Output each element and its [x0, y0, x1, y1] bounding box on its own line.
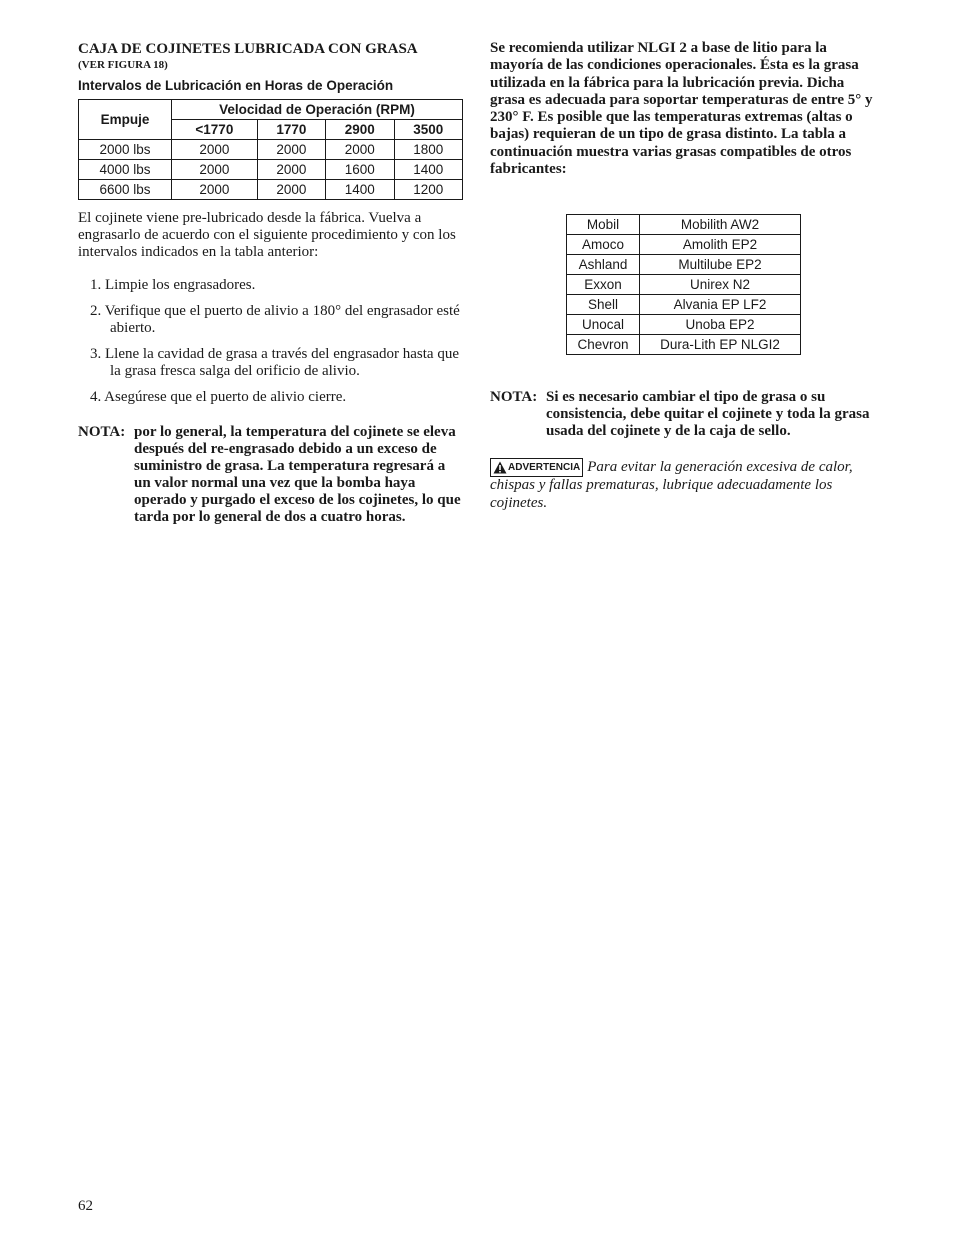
warning-triangle-icon — [493, 461, 507, 474]
table-row — [567, 335, 801, 355]
grease-product: Unirex N2 — [640, 275, 801, 295]
interval-table-title: Intervalos de Lubricación en Horas de Operación — [78, 78, 394, 93]
table-row — [567, 235, 801, 255]
table-row — [567, 275, 801, 295]
row-label: 4000 lbs — [79, 160, 172, 180]
grease-maker: Mobil — [567, 215, 640, 235]
procedure-steps — [78, 277, 463, 406]
grease-product: Multilube EP2 — [640, 255, 801, 275]
intro-paragraph: El cojinete viene pre-lubricado desde la fábrica. Vuelva a engrasarlo de acuerdo con el siguiente procedimiento y con los intervalos indicados en la tabla anterior: — [78, 210, 456, 260]
table-cell: 1600 — [326, 160, 394, 180]
grease-product: Dura-Lith EP NLGI2 — [640, 335, 801, 355]
grease-product: Amolith EP2 — [640, 235, 801, 255]
list-item: 2. Verifique que el puerto de alivio a 180° del engrasador esté abierto. — [90, 303, 460, 336]
note-text: Si es necesario cambiar el tipo de grasa o su consistencia, debe quitar el cojinete y toda la grasa usada del cojinete y de la caja de sello. — [546, 389, 870, 440]
note-label: NOTA: — [78, 424, 126, 440]
note-block — [78, 424, 463, 526]
list-item: 3. Llene la cavidad de grasa a través del engrasador hasta que la grasa fresca salga del orificio de alivio. — [90, 346, 459, 379]
column-header-rpm: <1770 — [172, 120, 258, 140]
table-cell: 1400 — [326, 180, 394, 200]
table-row — [567, 215, 801, 235]
note-label: NOTA: — [490, 389, 538, 406]
table-cell: 1200 — [394, 180, 463, 200]
grease-product: Mobilith AW2 — [640, 215, 801, 235]
column-header-rpm: 3500 — [394, 120, 463, 140]
grease-recommendation-paragraph: Se recomienda utilizar NLGI 2 a base de litio para la mayoría de las condiciones operacionales. Ésta es la grasa utilizada en la fábrica para la lubricación previa. Dicha grasa es adecuada para soportar temperaturas de entre 5° y 230° F. Es posible que las temperaturas extremas (altas o bajas) requieran de un tipo de grasa distinto. La tabla a continuación muestra varias grasas compatibles de otros fabricantes: — [490, 40, 873, 178]
table-cell: 1400 — [394, 160, 463, 180]
table-row — [79, 160, 463, 180]
grease-maker: Unocal — [567, 315, 640, 335]
column-header-rpm: 2900 — [326, 120, 394, 140]
list-item: 1. Limpie los engrasadores. — [90, 277, 256, 293]
grease-maker: Chevron — [567, 335, 640, 355]
table-row — [567, 315, 801, 335]
page-number: 62 — [78, 1198, 93, 1214]
compatible-grease-table — [566, 214, 801, 355]
right-column — [490, 40, 880, 512]
table-cell: 2000 — [326, 140, 394, 160]
warning-badge — [490, 458, 583, 477]
grease-maker: Amoco — [567, 235, 640, 255]
list-item: 4. Asegúrese que el puerto de alivio cierre. — [90, 389, 347, 405]
warning-badge-label: ADVERTENCIA — [508, 462, 581, 474]
table-row — [567, 255, 801, 275]
table-cell: 2000 — [172, 180, 258, 200]
section-subtitle: (VER FIGURA 18) — [78, 59, 168, 71]
table-cell: 2000 — [172, 160, 258, 180]
note-block — [490, 389, 880, 440]
table-cell: 2000 — [257, 160, 325, 180]
table-row — [79, 180, 463, 200]
column-header-thrust: Empuje — [79, 100, 172, 140]
table-cell: 2000 — [172, 140, 258, 160]
grease-maker: Shell — [567, 295, 640, 315]
table-header-row — [79, 100, 463, 120]
note-text: por lo general, la temperatura del cojinete se eleva después del re-engrasado debido a un exceso de suministro de grasa. La temperatura regresará a un valor normal una vez que la bomba haya operado y purgado el exceso de los cojinetes, lo que tarda por lo general de dos a cuatro horas. — [134, 424, 461, 525]
column-header-rpm: 1770 — [257, 120, 325, 140]
section-title: CAJA DE COJINETES LUBRICADA CON GRASA — [78, 41, 418, 57]
grease-product: Unoba EP2 — [640, 315, 801, 335]
lubrication-interval-table — [78, 99, 463, 200]
table-row — [567, 295, 801, 315]
warning-block — [490, 458, 880, 512]
warning-text: Para evitar la generación excesiva de calor, chispas y fallas prematuras, lubrique adecuadamente los cojinetes. — [490, 459, 853, 511]
grease-maker: Ashland — [567, 255, 640, 275]
table-cell: 1800 — [394, 140, 463, 160]
table-cell: 2000 — [257, 140, 325, 160]
row-label: 2000 lbs — [79, 140, 172, 160]
grease-maker: Exxon — [567, 275, 640, 295]
table-row — [79, 140, 463, 160]
column-group-header-speed: Velocidad de Operación (RPM) — [172, 100, 463, 120]
grease-product: Alvania EP LF2 — [640, 295, 801, 315]
row-label: 6600 lbs — [79, 180, 172, 200]
left-column — [78, 40, 463, 526]
table-cell: 2000 — [257, 180, 325, 200]
